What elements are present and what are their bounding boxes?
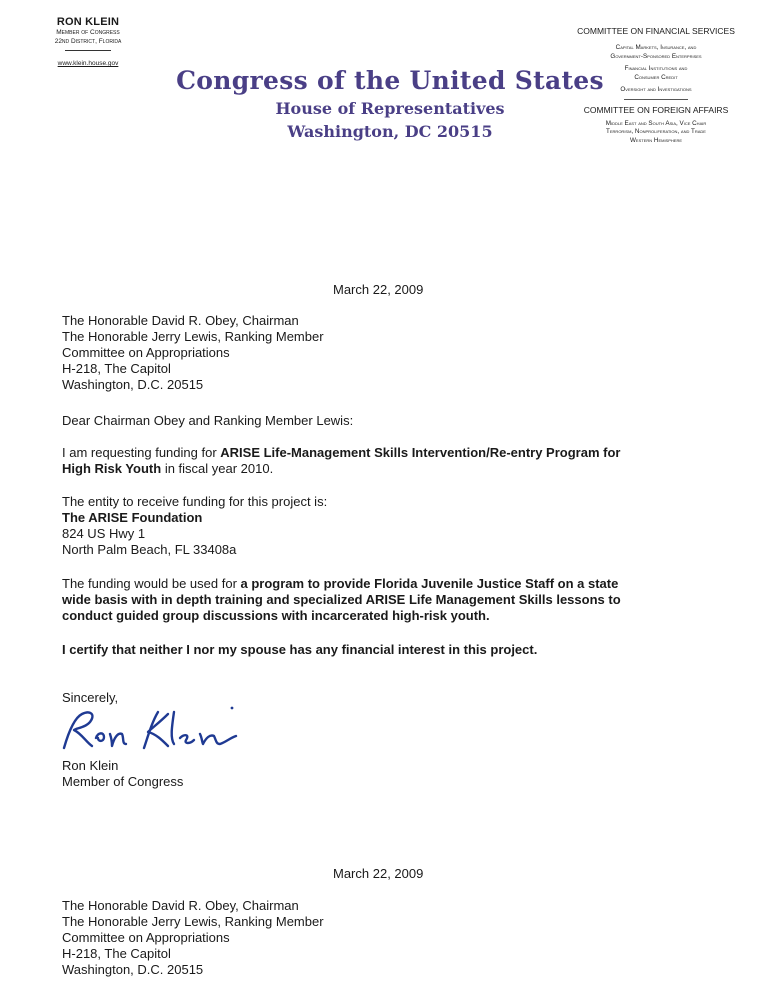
addressee-line: The Honorable David R. Obey, Chairman (62, 898, 299, 913)
handwritten-signature (60, 704, 250, 754)
subcommittee-item: Consumer Credit (634, 73, 678, 81)
entity-street: 824 US Hwy 1 (62, 526, 146, 541)
usage-intro: The funding would be used for (62, 576, 241, 591)
request-paragraph (62, 445, 620, 477)
program-name: ARISE Life-Management Skills Intervention/Re-entry Program for (220, 445, 621, 460)
entity-intro: The entity to receive funding for this project is: (62, 494, 328, 509)
committee-foreign-affairs: COMMITTEE ON FOREIGN AFFAIRS (583, 104, 729, 115)
usage-line: conduct guided group discussions with incarcerated high-risk youth. (62, 608, 490, 623)
subcommittee-item: Oversight and Investigations (620, 86, 692, 93)
committee-list (556, 26, 756, 145)
repeat-addressee-block (62, 898, 324, 978)
addressee-line: Washington, D.C. 20515 (62, 962, 204, 977)
subcommittee-item: Government-Sponsored Enterprises (610, 52, 702, 60)
masthead-congress: Congress of the United States (176, 66, 604, 95)
masthead-house: House of Representatives (275, 99, 505, 118)
addressee-line: The Honorable David R. Obey, Chairman (62, 313, 299, 328)
member-name: RON KLEIN (56, 16, 120, 28)
member-title: Member of Congress (56, 29, 120, 36)
usage-line: wide basis with in depth training and specialized ARISE Life Management Skills lessons to (62, 592, 621, 607)
request-intro: I am requesting funding for (62, 445, 221, 460)
signature-block (62, 758, 183, 790)
subcommittee-item: Terrorism, Nonproliferation, and Trade (606, 128, 706, 135)
entity-block (62, 494, 327, 558)
subcommittee-item: Financial Institutions and (624, 65, 688, 72)
addressee-line: H-218, The Capitol (62, 946, 171, 961)
subcommittee-item: Middle East and South Asia, Vice Chair (605, 119, 707, 127)
salutation: Dear Chairman Obey and Ranking Member Lewis: (62, 413, 354, 428)
program-name-cont: High Risk Youth (62, 461, 162, 476)
entity-city: North Palm Beach, FL 33408a (62, 542, 237, 557)
addressee-line: Committee on Appropriations (62, 930, 230, 945)
header-divider (65, 50, 111, 51)
subcommittee-item: Western Hemisphere (629, 136, 683, 144)
member-header (32, 16, 144, 68)
member-district: 22nd District, Florida (54, 38, 122, 45)
closing: Sincerely, (62, 690, 119, 705)
subcommittee-item: Capital Markets, Insurance, and (615, 44, 697, 51)
addressee-block (62, 313, 324, 393)
signer-title: Member of Congress (62, 774, 184, 789)
addressee-line: Washington, D.C. 20515 (62, 377, 204, 392)
addressee-line: Committee on Appropriations (62, 345, 230, 360)
committee-financial-services: COMMITTEE ON FINANCIAL SERVICES (577, 26, 735, 36)
usage-line: a program to provide Florida Juvenile Justice Staff on a state (240, 576, 619, 591)
addressee-line: H-218, The Capitol (62, 361, 171, 376)
addressee-line: The Honorable Jerry Lewis, Ranking Member (62, 329, 324, 344)
request-suffix: in fiscal year 2010. (161, 461, 274, 476)
addressee-line: The Honorable Jerry Lewis, Ranking Member (62, 914, 324, 929)
signer-name: Ron Klein (62, 758, 119, 773)
committee-divider (624, 99, 688, 100)
entity-name: The ARISE Foundation (62, 510, 203, 525)
certification: I certify that neither I nor my spouse has any financial interest in this project. (62, 642, 538, 657)
repeat-date: March 22, 2009 (333, 866, 424, 881)
letter-date: March 22, 2009 (333, 282, 424, 297)
masthead-address: Washington, DC 20515 (287, 122, 493, 141)
member-website[interactable]: www.klein.house.gov (57, 60, 119, 67)
usage-paragraph (62, 576, 621, 624)
